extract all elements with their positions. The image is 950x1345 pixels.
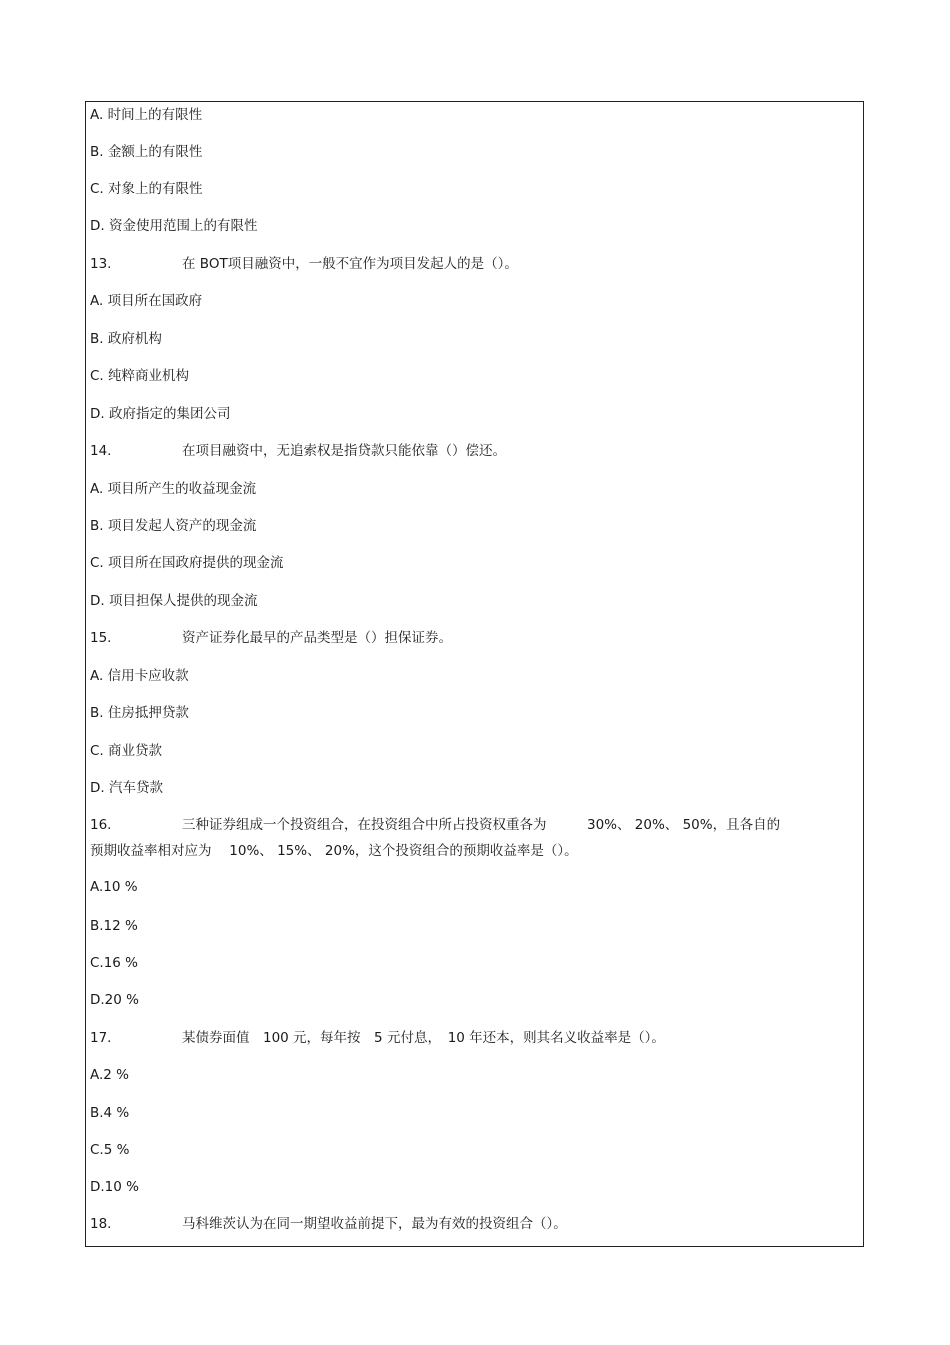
question-text: 在项目融资中，无追索权是指贷款只能依靠（）偿还。 [182, 443, 506, 459]
option-12-b: B. 金额上的有限性 [90, 144, 203, 160]
question-text: 在 BOT项目融资中，一般不宜作为项目发起人的是（）。 [182, 256, 518, 272]
option-17-d: D.10 % [90, 1179, 139, 1195]
option-14-d: D. 项目担保人提供的现金流 [90, 593, 258, 609]
question-number: 14. [90, 443, 112, 459]
question-text: 马科维茨认为在同一期望收益前提下，最为有效的投资组合（）。 [182, 1216, 567, 1232]
question-number: 15. [90, 630, 112, 646]
option-13-a: A. 项目所在国政府 [90, 293, 203, 309]
question-text: 三种证券组成一个投资组合，在投资组合中所占投资权重各为 30%、 20%、 50%，且各自的 [182, 817, 781, 833]
question-number: 16. [90, 817, 112, 833]
question-18 [90, 1215, 567, 1233]
question-16-continued: 预期收益率相对应为 10%、 15%、 20%，这个投资组合的预期收益率是（）。 [90, 843, 578, 859]
question-14 [90, 442, 506, 460]
option-14-b: B. 项目发起人资产的现金流 [90, 518, 257, 534]
option-13-c: C. 纯粹商业机构 [90, 368, 190, 384]
option-12-d: D. 资金使用范围上的有限性 [90, 218, 258, 234]
question-number: 13. [90, 256, 112, 272]
option-14-a: A. 项目所产生的收益现金流 [90, 481, 257, 497]
question-15 [90, 629, 452, 647]
option-12-a: A. 时间上的有限性 [90, 107, 203, 123]
option-15-d: D. 汽车贷款 [90, 780, 163, 796]
option-15-b: B. 住房抵押贷款 [90, 705, 189, 721]
option-12-c: C. 对象上的有限性 [90, 181, 203, 197]
question-17 [90, 1029, 665, 1047]
option-17-a: A.2 % [90, 1067, 129, 1083]
question-13 [90, 255, 518, 273]
option-15-c: C. 商业贷款 [90, 743, 163, 759]
question-number: 18. [90, 1216, 112, 1232]
option-17-c: C.5 % [90, 1142, 130, 1158]
question-16 [90, 816, 780, 834]
question-number: 17. [90, 1030, 112, 1046]
option-16-d: D.20 % [90, 992, 139, 1008]
option-16-a: A.10 % [90, 879, 138, 895]
option-16-c: C.16 % [90, 955, 139, 971]
option-17-b: B.4 % [90, 1105, 130, 1121]
option-13-b: B. 政府机构 [90, 331, 162, 347]
option-15-a: A. 信用卡应收款 [90, 668, 189, 684]
question-text: 资产证券化最早的产品类型是（）担保证券。 [182, 630, 452, 646]
option-13-d: D. 政府指定的集团公司 [90, 406, 231, 422]
option-14-c: C. 项目所在国政府提供的现金流 [90, 555, 284, 571]
question-frame [85, 101, 864, 1247]
question-text: 某债券面值 100 元，每年按 5 元付息， 10 年还本，则其名义收益率是（）。 [182, 1030, 665, 1046]
option-16-b: B.12 % [90, 918, 138, 934]
